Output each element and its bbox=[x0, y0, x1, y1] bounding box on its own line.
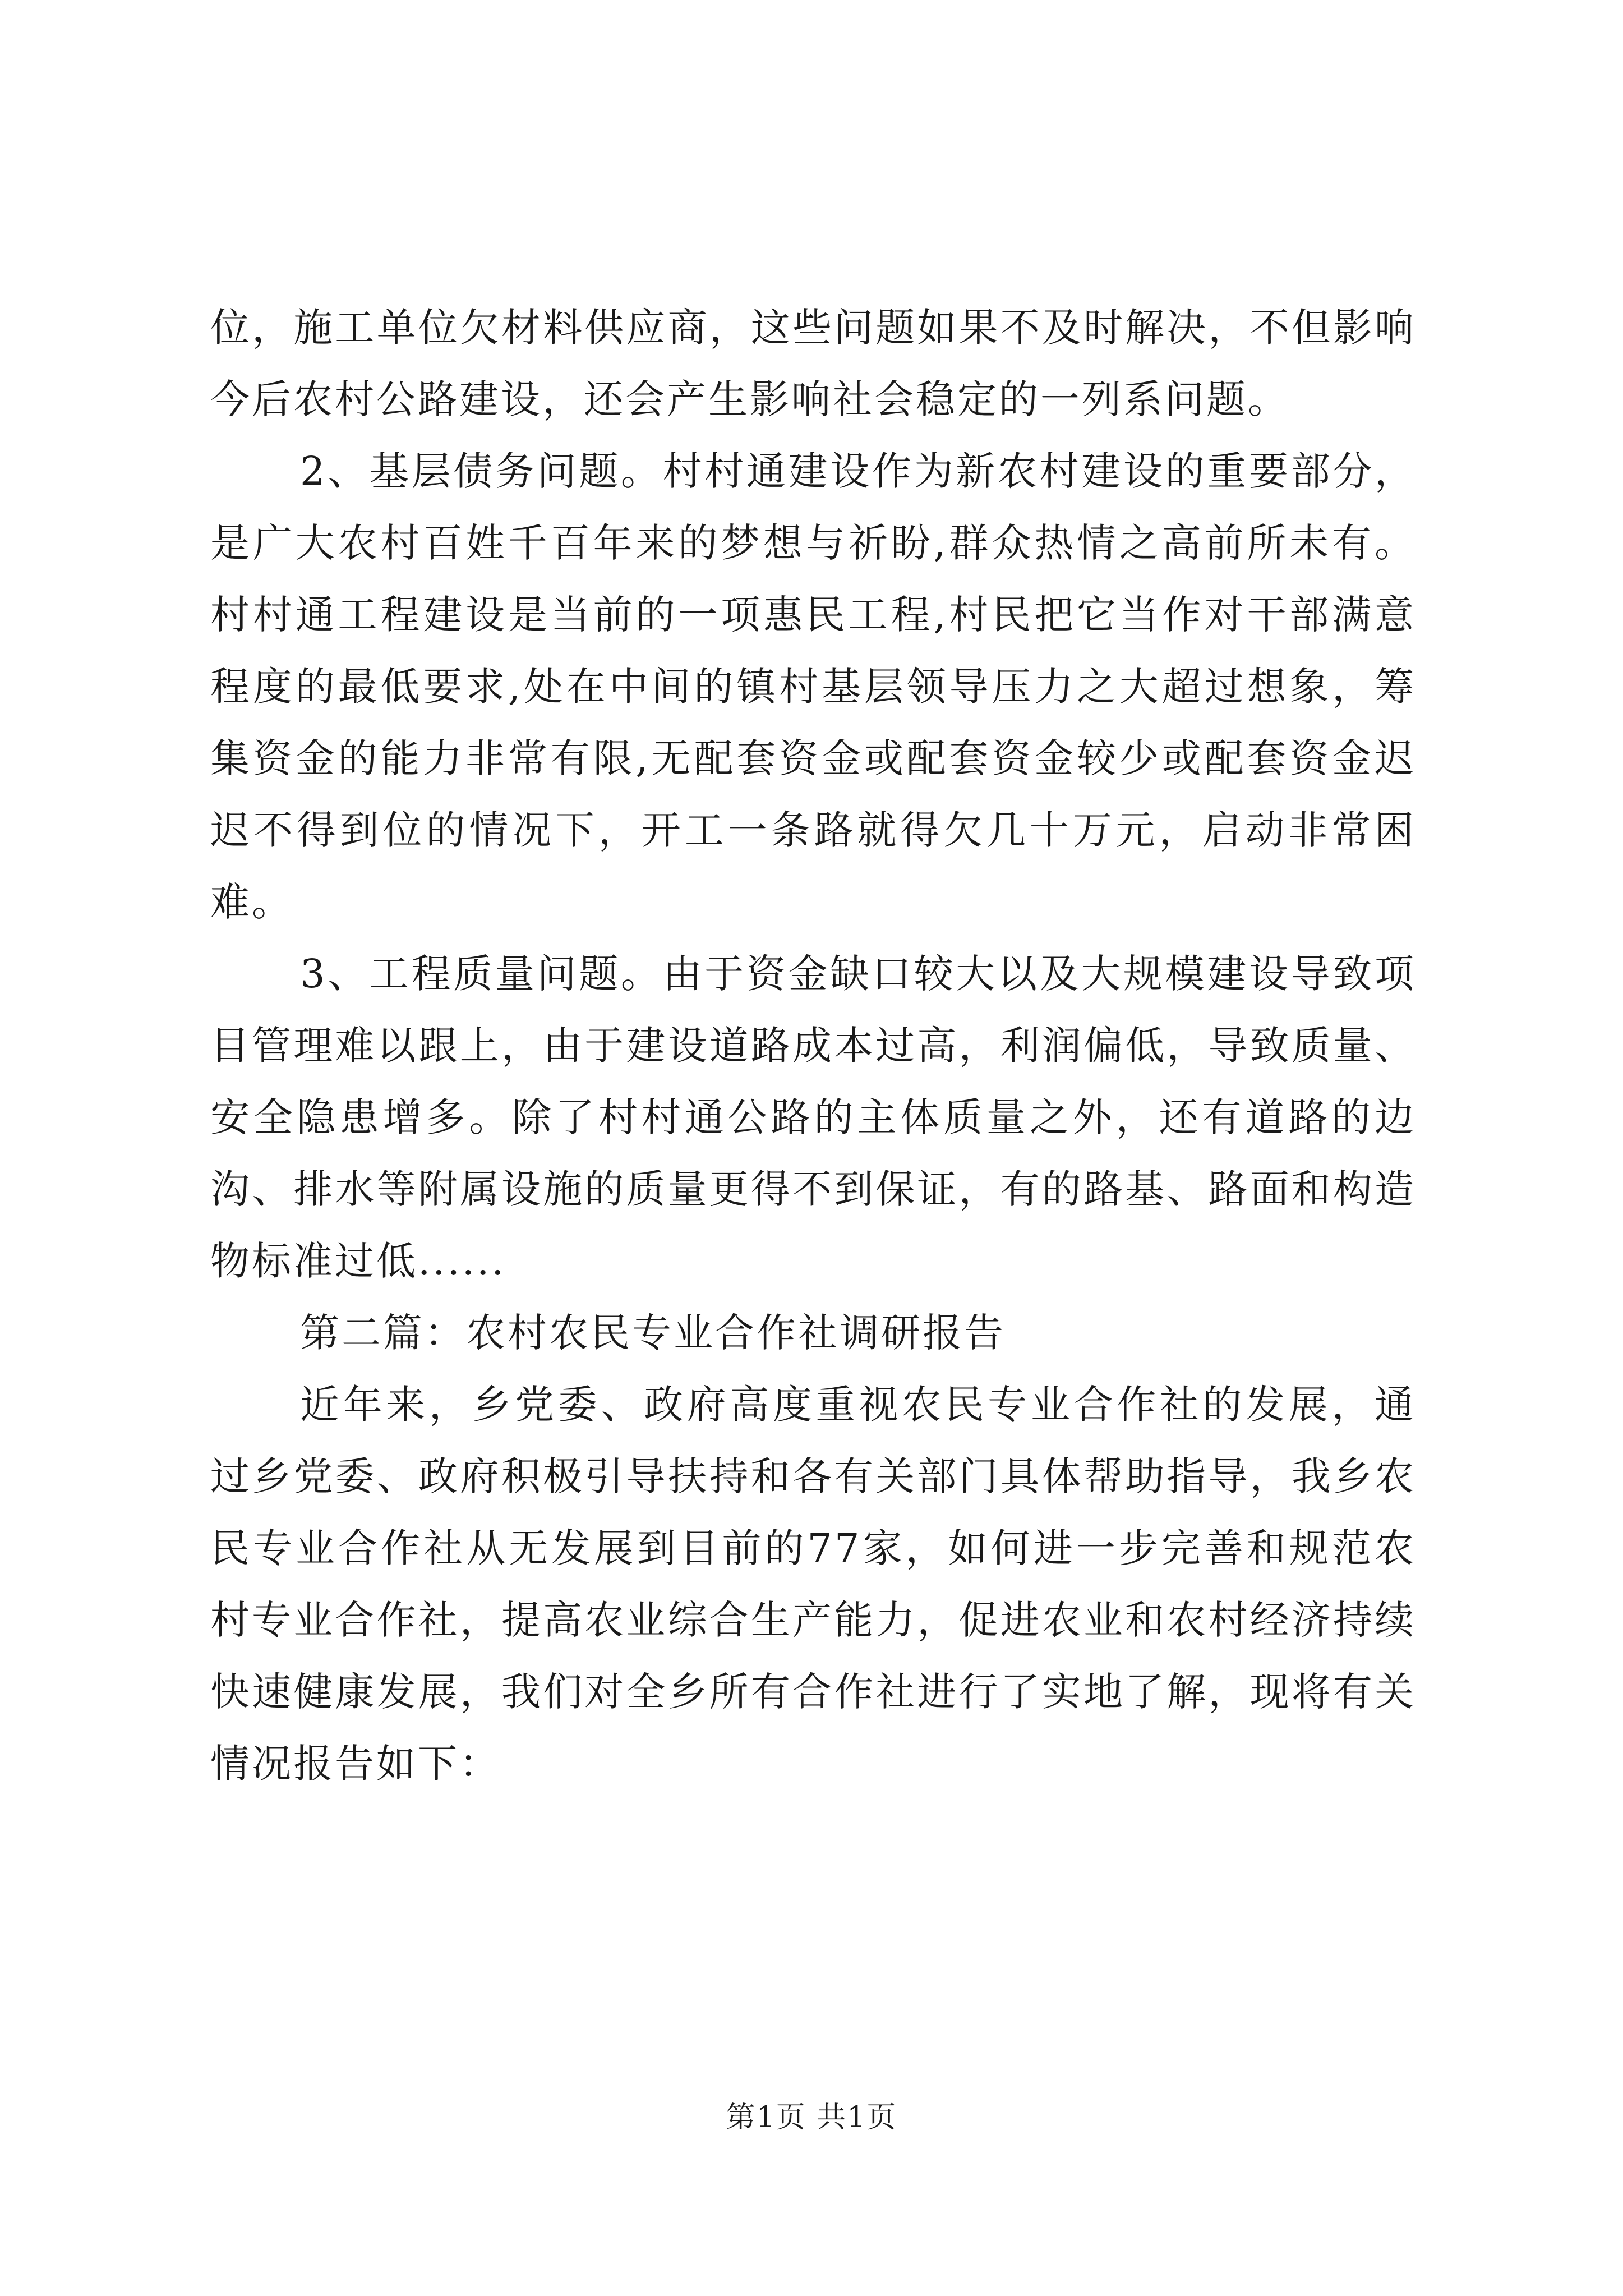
document-body bbox=[210, 292, 1416, 1800]
paragraph-cooperative-intro: 近年来，乡党委、政府高度重视农民专业合作社的发展，通过乡党委、政府积极引导扶持和各有关部门具体帮助指导，我乡农民专业合作社从无发展到目前的77家，如何进一步完善和规范农村专业合作社，提高农业综合生产能力，促进农业和农村经济持续快速健康发展，我们对全乡所有合作社进行了实地了解，现将有关情况报告如下： bbox=[210, 1382, 1416, 1787]
paragraph-continuation: 位，施工单位欠材料供应商，这些问题如果不及时解决，不但影响今后农村公路建设，还会产生影响社会稳定的一列系问题。 bbox=[210, 305, 1416, 422]
page-number-footer: 第1页 共1页 bbox=[726, 2101, 897, 2134]
paragraph-debt-issue: 2、基层债务问题。村村通建设作为新农村建设的重要部分，是广大农村百姓千百年来的梦想与祈盼,群众热情之高前所未有。村村通工程建设是当前的一项惠民工程,村民把它当作对干部满意程度的最低要求,处在中间的镇村基层领导压力之大超过想象，筹集资金的能力非常有限,无配套资金或配套资金较少或配套资金迟迟不得到位的情况下，开工一条路就得欠几十万元，启动非常困难。 bbox=[210, 448, 1416, 925]
paragraph-quality-issue: 3、工程质量问题。由于资金缺口较大以及大规模建设导致项目管理难以跟上，由于建设道路成本过高，利润偏低，导致质量、安全隐患增多。除了村村通公路的主体质量之外，还有道路的边沟、排水等附属设施的质量更得不到保证，有的路基、路面和构造物标准过低...... bbox=[210, 951, 1416, 1284]
section-heading: 第二篇：农村农民专业合作社调研报告 bbox=[300, 1310, 1006, 1356]
